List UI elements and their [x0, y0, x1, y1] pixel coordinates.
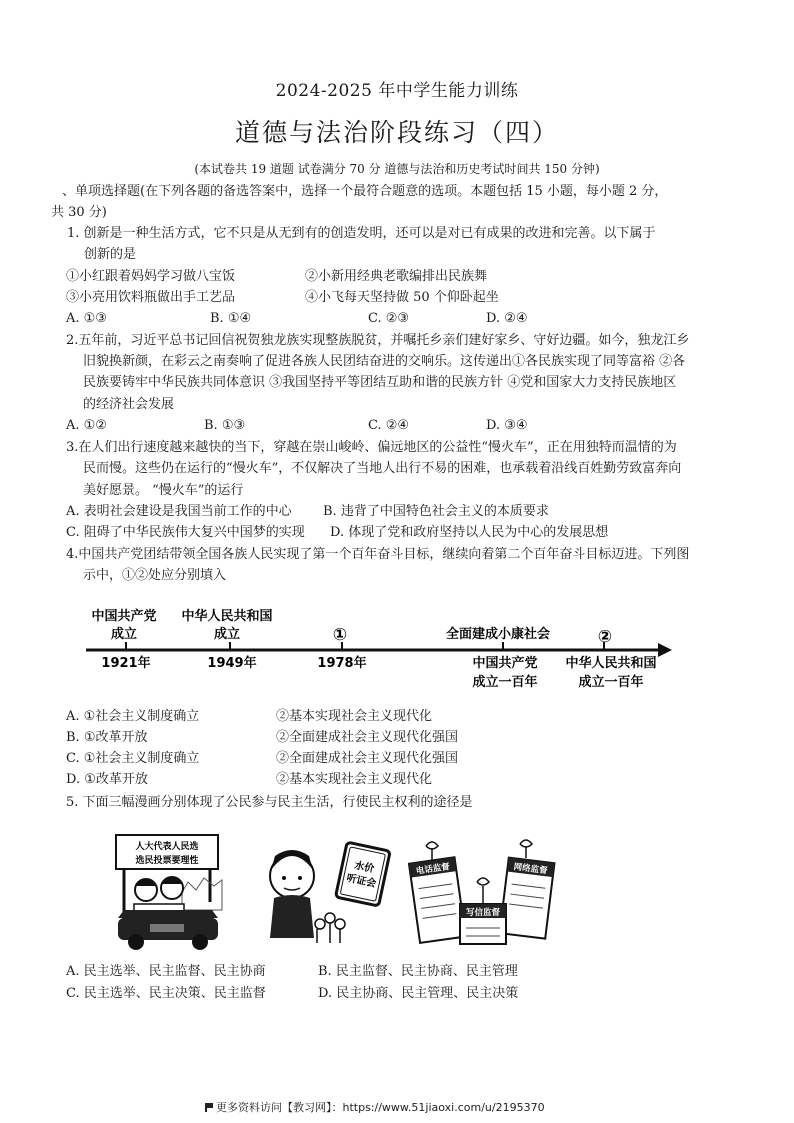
q3-stem-line2: 民而慢。这些仍在运行的“慢火车”，不仅解决了当地人出行不易的困难，也承载着沿线百姓勤劳致富奔向 [83, 461, 682, 476]
q5-option-d[interactable]: D. 民主协商、民主管理、民主决策 [318, 986, 519, 1001]
q1-item-4: ④小飞每天坚持做 50 个仰卧起坐 [305, 290, 499, 305]
citizen-body-icon [270, 895, 314, 938]
q5-option-c[interactable]: C. 民主选举、民主决策、民主监督 [66, 986, 266, 1001]
q3-option-c[interactable]: C. 阻碍了中华民族伟大复兴中国梦的实现 [66, 525, 305, 540]
label-year-1949: 1949年 [207, 656, 257, 671]
q4-stem-line2: 示中，①②处应分别填入 [83, 568, 227, 583]
q1-stem-line1: 1. 创新是一种生活方式，它不只是从无到有的创造发明，还可以是对已有成果的改进和完善。以下属于 [67, 226, 656, 241]
section-instructions-line2: 共 30 分) [51, 205, 107, 220]
election-sign-line2: 选民投票要理性 [135, 856, 199, 866]
history-timeline [80, 598, 680, 698]
label-party-centennial-1: 中国共产党 [472, 656, 538, 671]
q3-stem-line1: 3.在人们出行速度越来越快的当下，穿越在崇山峻岭、偏远地区的公益性“慢火车”，正在用独特而温情的为 [66, 440, 677, 455]
label-year-1978: 1978年 [317, 656, 367, 671]
election-sign-line1: 人大代表人民选 [135, 842, 199, 852]
board-network-label: 网络监督 [513, 862, 549, 877]
q5-stem: 5. 下面三幅漫画分别体现了公民参与民主生活，行使民主权利的途径是 [66, 795, 473, 810]
q4-option-b[interactable]: B. ①改革开放 [66, 730, 148, 745]
q4-option-a-part2: ②基本实现社会主义现代化 [276, 709, 433, 724]
q2-option-c[interactable]: C. ②④ [368, 418, 410, 433]
label-moderately-prosperous: 全面建成小康社会 [445, 627, 551, 642]
q5-option-b[interactable]: B. 民主监督、民主协商、民主管理 [318, 964, 518, 979]
label-party-centennial-2: 成立一百年 [472, 675, 538, 690]
q1-option-b[interactable]: B. ①④ [210, 311, 252, 326]
q2-stem-line1: 2.五年前，习近平总书记回信祝贺独龙族实现整族脱贫，并嘱托乡亲们建好家乡、守好边疆。如今，独龙江乡 [66, 333, 690, 348]
q1-item-1: ①小红跟着妈妈学习做八宝饭 [66, 269, 236, 284]
section-instructions-line1: 、单项选择题(在下列各题的备选答案中，选择一个最符合题意的选项。本题包括 15 小题，每小题 2 分， [62, 184, 668, 199]
q2-stem-line3: 民族要铸牢中华民族共同体意识 ③我国坚持平等团结互助和谐的民族方针 ④党和国家大力支持民族地区 [83, 375, 677, 390]
cartoon-supervision [408, 838, 558, 950]
flag-icon [205, 1103, 213, 1112]
cartoon-election [112, 832, 232, 954]
q4-option-c[interactable]: C. ①社会主义制度确立 [66, 751, 200, 766]
footer-prefix: 更多资料访问【教习网】： [216, 1101, 343, 1114]
exam-supertitle: 2024-2025 年中学生能力训练 [275, 81, 519, 101]
q3-option-d[interactable]: D. 体现了党和政府坚持以人民为中心的发展思想 [330, 525, 609, 540]
q1-option-d[interactable]: D. ②④ [486, 311, 528, 326]
exam-subtitle: (本试卷共 19 道题 试卷满分 70 分 道德与法治和历史考试时间共 150 分钟) [194, 162, 600, 176]
q3-stem-line3: 美好愿景。 “慢火车”的运行 [83, 483, 244, 498]
label-prc-centennial-2: 成立一百年 [578, 675, 644, 690]
q4-option-b-part2: ②全面建成社会主义现代化强国 [276, 730, 459, 745]
footer [205, 1099, 545, 1115]
hearing-sign-line1: 水价 [353, 860, 376, 876]
board-phone-label: 电话监督 [415, 862, 451, 877]
timeline-blank-1: ① [332, 625, 348, 645]
footer-link[interactable]: https://www.51jiaoxi.com/u/2195370 [342, 1101, 545, 1114]
q2-option-a[interactable]: A. ①② [66, 418, 107, 433]
cartoon-hearing [262, 838, 392, 950]
board-letter-label: 写信监督 [465, 908, 501, 918]
q2-stem-line2: 旧貌换新颜，在彩云之南奏响了促进各族人民团结奋进的交响乐。这传递出①各民族实现了同等富裕 ②各 [83, 354, 686, 369]
q2-option-d[interactable]: D. ③④ [486, 418, 528, 433]
q1-item-2: ②小新用经典老歌编排出民族舞 [305, 269, 488, 284]
exam-title: 道德与法治阶段练习（四） [234, 118, 559, 147]
q1-option-c[interactable]: C. ②③ [368, 311, 410, 326]
timeline-blank-2: ② [597, 627, 613, 647]
label-party-founded-2: 成立 [110, 627, 138, 642]
car-wheel-icon [128, 934, 144, 950]
q3-option-a[interactable]: A. 表明社会建设是我国当前工作的中心 [66, 504, 292, 519]
label-year-1921: 1921年 [101, 656, 151, 671]
q3-option-b[interactable]: B. 违背了中国特色社会主义的本质要求 [323, 504, 549, 519]
car-wheel-icon [192, 934, 208, 950]
q2-option-b[interactable]: B. ①③ [204, 418, 246, 433]
label-prc-founded-2: 成立 [213, 627, 241, 642]
label-prc-centennial-1: 中华人民共和国 [565, 656, 657, 671]
q4-option-d-part2: ②基本实现社会主义现代化 [276, 772, 433, 787]
timeline-arrow-icon [658, 643, 672, 657]
q1-stem-line2: 创新的是 [84, 247, 137, 262]
hearing-sign-board [335, 842, 390, 906]
q4-option-a[interactable]: A. ①社会主义制度确立 [66, 709, 200, 724]
label-party-founded-1: 中国共产党 [91, 609, 157, 624]
q4-stem-line1: 4.中国共产党团结带领全国各族人民实现了第一个百年奋斗目标，继续向着第二个百年奋斗目标迈进。下列图 [66, 547, 690, 562]
q1-option-a[interactable]: A. ①③ [66, 311, 107, 326]
q1-item-3: ③小亮用饮料瓶做出手工艺品 [66, 290, 236, 305]
q5-option-a[interactable]: A. 民主选举、民主监督、民主协商 [66, 964, 266, 979]
label-prc-founded-1: 中华人民共和国 [181, 609, 273, 624]
q4-option-c-part2: ②全面建成社会主义现代化强国 [276, 751, 459, 766]
q4-option-d[interactable]: D. ①改革开放 [66, 772, 148, 787]
hearing-sign-line2: 听证会 [345, 872, 378, 890]
q2-stem-line4: 的经济社会发展 [83, 397, 175, 412]
